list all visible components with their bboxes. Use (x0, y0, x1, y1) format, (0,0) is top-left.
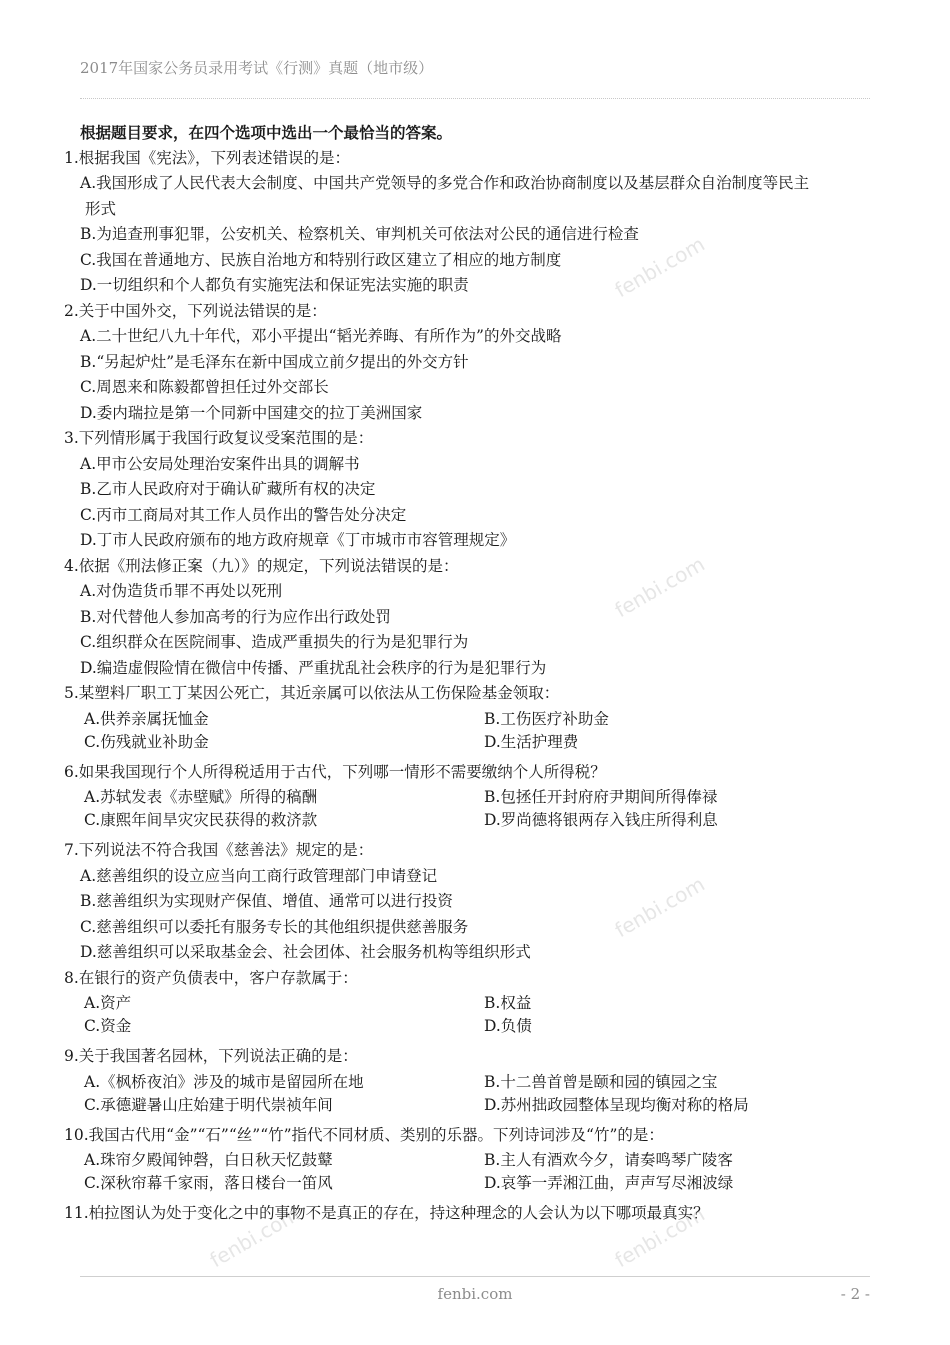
watermark: fenbi.com (610, 231, 709, 303)
option-d: D.生活护理费 (484, 732, 579, 751)
options-grid (64, 1149, 876, 1195)
option-c: C.丙市工商局对其工作人员作出的警告处分决定 (80, 505, 407, 524)
question-1 (64, 146, 876, 299)
question-content (64, 120, 876, 1227)
options-grid (64, 708, 876, 754)
question-stem: 11.柏拉图认为处于变化之中的事物不是真正的存在，持这种理念的人会认为以下哪项最真实？ (64, 1204, 709, 1222)
question-4 (64, 551, 876, 682)
option-b: B.工伤医疗补助金 (484, 709, 609, 728)
option-b: B.为追查刑事犯罪，公安机关、检察机关、审判机关可依法对公民的通信进行检查 (80, 225, 639, 243)
option-b: B.对代替他人参加高考的行为应作出行政处罚 (80, 607, 391, 626)
watermark: fenbi.com (610, 551, 709, 623)
question-10 (64, 1123, 876, 1196)
watermark: fenbi.com (610, 1201, 709, 1273)
option-c: C.周恩来和陈毅都曾担任过外交部长 (80, 378, 329, 396)
option-d: D.一切组织和个人都负有实施宪法和保证宪法实施的职责 (80, 276, 469, 294)
option-d: D.委内瑞拉是第一个同新中国建交的拉丁美洲国家 (80, 403, 423, 422)
question-stem: 3.下列情形属于我国行政复议受案范围的是： (64, 429, 374, 447)
option-b: B.十二兽首曾是颐和园的镇园之宝 (484, 1072, 718, 1091)
question-stem: 5.某塑料厂职工丁某因公死亡，其近亲属可以依法从工伤保险基金领取： (64, 684, 560, 702)
option-c: C.我国在普通地方、民族自治地方和特别行政区建立了相应的地方制度 (80, 250, 562, 269)
option-b: B.权益 (484, 994, 532, 1012)
header-divider (80, 98, 870, 99)
option-a: A.甲市公安局处理治安案件出具的调解书 (80, 454, 360, 473)
question-11 (64, 1201, 876, 1227)
question-stem: 1.根据我国《宪法》，下列表述错误的是： (64, 148, 351, 167)
option-a: A.《枫桥夜泊》涉及的城市是留园所在地 (84, 1072, 364, 1091)
option-c: C.承德避暑山庄始建于明代崇祯年间 (84, 1095, 333, 1114)
question-8 (64, 966, 876, 1039)
question-stem: 10.我国古代用“金”“石”“丝”“竹”指代不同材质、类别的乐器。下列诗词涉及“竹”的是： (64, 1125, 664, 1144)
option-a: A.珠帘夕殿闻钟磬，白日秋天忆鼓鼙 (84, 1151, 333, 1169)
question-stem: 9.关于我国著名园林，下列说法正确的是： (64, 1047, 358, 1065)
option-c: C.组织群众在医院闹事、造成严重损失的行为是犯罪行为 (80, 633, 469, 651)
option-d: D.慈善组织可以采取基金会、社会团体、社会服务机构等组织形式 (80, 943, 531, 961)
option-a: A.慈善组织的设立应当向工商行政管理部门申请登记 (80, 866, 438, 885)
option-a: A.苏轼发表《赤壁赋》所得的稿酬 (84, 788, 318, 806)
option-c: C.深秋帘幕千家雨，落日楼台一笛风 (84, 1174, 333, 1192)
option-c: C.康熙年间旱灾灾民获得的救济款 (84, 811, 318, 829)
watermark: fenbi.com (610, 871, 709, 943)
option-d: D.负债 (484, 1017, 532, 1035)
option-a (64, 171, 876, 222)
option-d: D.丁市人民政府颁布的地方政府规章《丁市城市市容管理规定》 (80, 531, 516, 549)
option-a: A.资产 (84, 994, 132, 1012)
question-stem: 4.依据《刑法修正案（九）》的规定，下列说法错误的是： (64, 556, 459, 575)
page-number: - 2 - (840, 1285, 870, 1303)
option-c: C.慈善组织可以委托有服务专长的其他组织提供慈善服务 (80, 917, 469, 936)
question-7 (64, 838, 876, 966)
options-grid (64, 992, 876, 1038)
question-stem: 2.关于中国外交，下列说法错误的是： (64, 301, 327, 320)
option-c: C.资金 (84, 1017, 132, 1035)
option-continuation: 形式 (85, 199, 117, 218)
option-a: A.供养亲属抚恤金 (84, 709, 209, 728)
option-a: A.对伪造货币罪不再处以死刑 (80, 582, 283, 600)
options-grid (64, 1071, 876, 1117)
option-d: D.哀筝一弄湘江曲，声声写尽湘波绿 (484, 1174, 734, 1192)
question-2 (64, 299, 876, 427)
option-d: D.苏州拙政园整体呈现均衡对称的格局 (484, 1095, 749, 1114)
footer-site: fenbi.com (437, 1285, 513, 1303)
question-stem: 7.下列说法不符合我国《慈善法》规定的是： (64, 841, 374, 859)
question-3 (64, 426, 876, 554)
question-stem: 8.在银行的资产负债表中，客户存款属于： (64, 968, 358, 987)
instruction: 根据题目要求，在四个选项中选出一个最恰当的答案。 (80, 123, 453, 142)
question-5 (64, 681, 876, 754)
option-d: D.罗尚德将银两存入钱庄所得利息 (484, 811, 718, 829)
option-b: B.主人有酒欢今夕，请奏鸣琴广陵客 (484, 1151, 733, 1169)
option-b: B.“另起炉灶”是毛泽东在新中国成立前夕提出的外交方针 (80, 352, 469, 371)
option-a: A.二十世纪八九十年代，邓小平提出“韬光养晦、有所作为”的外交战略 (80, 327, 562, 345)
option-b: B.慈善组织为实现财产保值、增值、通常可以进行投资 (80, 892, 453, 910)
watermark: fenbi.com (205, 1201, 304, 1273)
options-grid (64, 786, 876, 832)
page-header-title: 2017年国家公务员录用考试《行测》真题（地市级） (80, 59, 434, 77)
option-b: B.包拯任开封府府尹期间所得俸禄 (484, 788, 718, 806)
option-c: C.伤残就业补助金 (84, 732, 209, 751)
option-d: D.编造虚假险情在微信中传播、严重扰乱社会秩序的行为是犯罪行为 (80, 658, 547, 677)
option-b: B.乙市人民政府对于确认矿藏所有权的决定 (80, 480, 376, 498)
footer-divider (80, 1276, 870, 1277)
option-text: A.我国形成了人民代表大会制度、中国共产党领导的多党合作和政治协商制度以及基层群众自治制度等民主 (80, 174, 810, 192)
question-6 (64, 760, 876, 833)
question-9 (64, 1044, 876, 1117)
question-stem: 6.如果我国现行个人所得税适用于古代，下列哪一情形不需要缴纳个人所得税？ (64, 762, 606, 781)
